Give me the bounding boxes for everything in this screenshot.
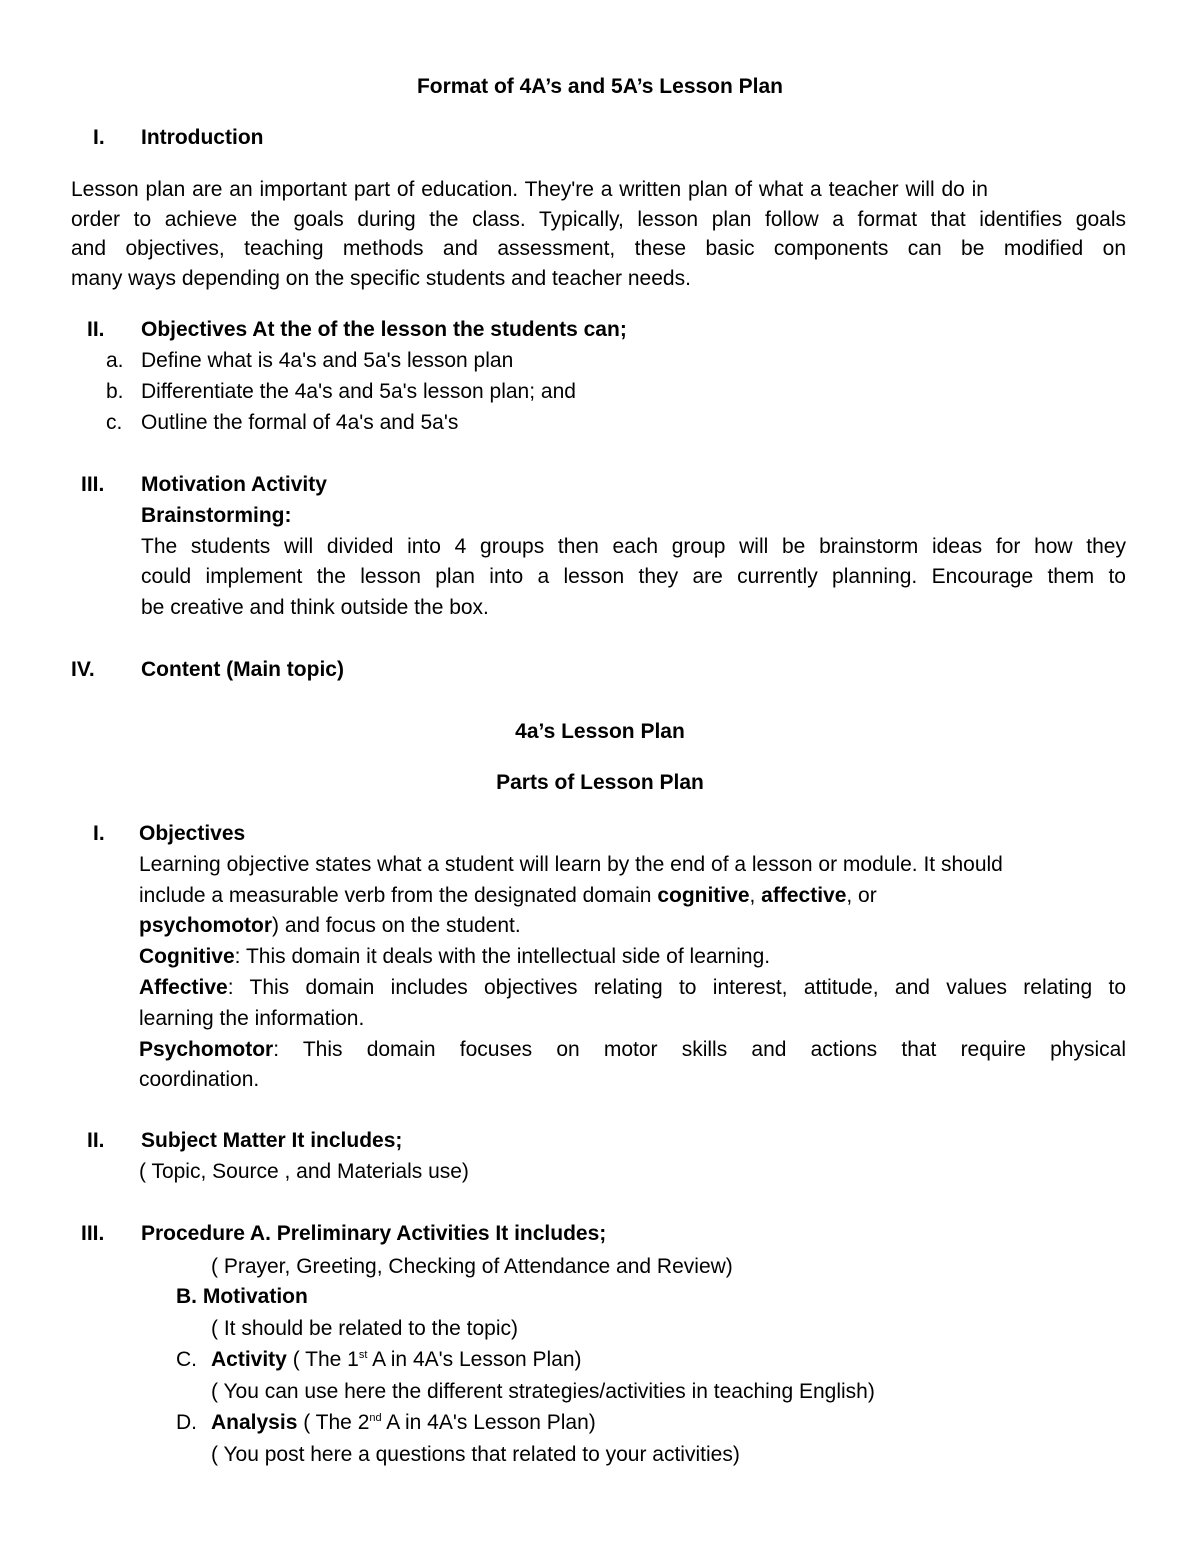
intro-paragraph-line (71, 179, 1126, 200)
intro-line-3: and objectives, teaching methods and assessment, these basic components can be modified on (71, 237, 1126, 260)
comma: , (749, 884, 762, 907)
objectives-line-3-text: ) and focus on the student. (272, 914, 521, 937)
affective-label: Affective (139, 976, 228, 999)
section-heading-introduction: Introduction (141, 126, 264, 149)
analysis-sup: nd (369, 1412, 382, 1424)
procedure-c-text: ( You can use here the different strategies/activities in teaching English) (211, 1380, 875, 1403)
domain-affective: affective (761, 884, 847, 907)
procedure-d-marker: D. (176, 1411, 197, 1434)
part-heading-objectives: Objectives (139, 822, 246, 845)
subject-matter-text: ( Topic, Source , and Materials use) (139, 1160, 469, 1183)
objective-item: Differentiate the 4a's and 5a's lesson plan; and (141, 380, 576, 403)
objectives-line-3 (139, 915, 521, 936)
affective-text-2: learning the information. (139, 1007, 365, 1030)
preliminary-text: ( Prayer, Greeting, Checking of Attendance and Review) (211, 1255, 733, 1278)
procedure-c-marker: C. (176, 1348, 197, 1371)
objective-item: Define what is 4a's and 5a's lesson plan (141, 349, 514, 372)
procedure-b-text: ( It should be related to the topic) (211, 1317, 519, 1340)
objectives-line-2 (139, 885, 877, 906)
section-numeral: II. (87, 318, 105, 341)
psychomotor-label: Psychomotor (139, 1038, 274, 1061)
analysis-post: A in 4A's Lesson Plan) (381, 1411, 596, 1434)
section-numeral: IV. (71, 658, 95, 681)
part-heading-subject-matter: Subject Matter It includes; (141, 1129, 403, 1152)
section-heading-motivation: Motivation Activity (141, 473, 327, 496)
procedure-b-heading: B. Motivation (176, 1285, 308, 1308)
section-heading-content: Content (Main topic) (141, 658, 344, 681)
part-numeral: III. (81, 1222, 105, 1245)
domain-psychomotor: psychomotor (139, 914, 273, 937)
motivation-line-2: could implement the lesson plan into a lesson they are currently planning. Encourage them to (141, 565, 1126, 588)
list-marker: a. (106, 349, 124, 372)
objectives-line-1: Learning objective states what a student will learn by the end of a lesson or module. It should (139, 853, 1003, 876)
affective-text: : This domain includes objectives relating to interest, attitude, and values relating to (227, 976, 1126, 999)
part-heading-procedure: Procedure A. Preliminary Activities It includes; (141, 1222, 607, 1245)
activity-post: A in 4A's Lesson Plan) (367, 1348, 582, 1371)
analysis-pre: ( The 2 (297, 1411, 370, 1434)
section-heading-objectives: Objectives At the of the lesson the students can; (141, 318, 627, 341)
cognitive-definition (139, 946, 770, 967)
motivation-line-3: be creative and think outside the box. (141, 596, 489, 619)
list-marker: c. (106, 411, 123, 434)
section-numeral: III. (81, 473, 105, 496)
parts-title: Parts of Lesson Plan (496, 771, 704, 794)
procedure-d-heading (211, 1412, 596, 1433)
procedure-c-heading (211, 1349, 582, 1370)
or-text: , or (846, 884, 877, 907)
cognitive-text: : This domain it deals with the intellectual side of learning. (234, 945, 771, 968)
part-numeral: II. (87, 1129, 105, 1152)
psychomotor-text-2: coordination. (139, 1068, 260, 1091)
psychomotor-definition (139, 1039, 1126, 1060)
activity-label: Activity (211, 1348, 287, 1371)
section-numeral: I. (93, 126, 105, 149)
plan-title: 4a’s Lesson Plan (515, 720, 685, 743)
affective-definition (139, 977, 1126, 998)
subheading-brainstorming: Brainstorming: (141, 504, 292, 527)
domain-cognitive: cognitive (657, 884, 750, 907)
activity-pre: ( The 1 (286, 1348, 359, 1371)
document-title: Format of 4A’s and 5A’s Lesson Plan (416, 75, 784, 98)
intro-line-4: many ways depending on the specific students and teacher needs. (71, 267, 691, 290)
objectives-line-2-text: include a measurable verb from the designated domain (139, 884, 658, 907)
list-marker: b. (106, 380, 124, 403)
activity-sup: st (358, 1349, 368, 1361)
procedure-d-text: ( You post here a questions that related to your activities) (211, 1443, 740, 1466)
intro-line-2: order to achieve the goals during the class. Typically, lesson plan follow a format that identifies goals (71, 208, 1126, 231)
objective-item: Outline the formal of 4a's and 5a's (141, 411, 459, 434)
motivation-line-1: The students will divided into 4 groups then each group will be brainstorm ideas for how they (141, 535, 1126, 558)
analysis-label: Analysis (211, 1411, 298, 1434)
psychomotor-text: : This domain focuses on motor skills and actions that require physical (273, 1038, 1126, 1061)
intro-line-1: Lesson plan are an important part of education. They're a written plan of what a teacher will do in (71, 178, 988, 201)
cognitive-label: Cognitive (139, 945, 235, 968)
part-numeral: I. (93, 822, 105, 845)
